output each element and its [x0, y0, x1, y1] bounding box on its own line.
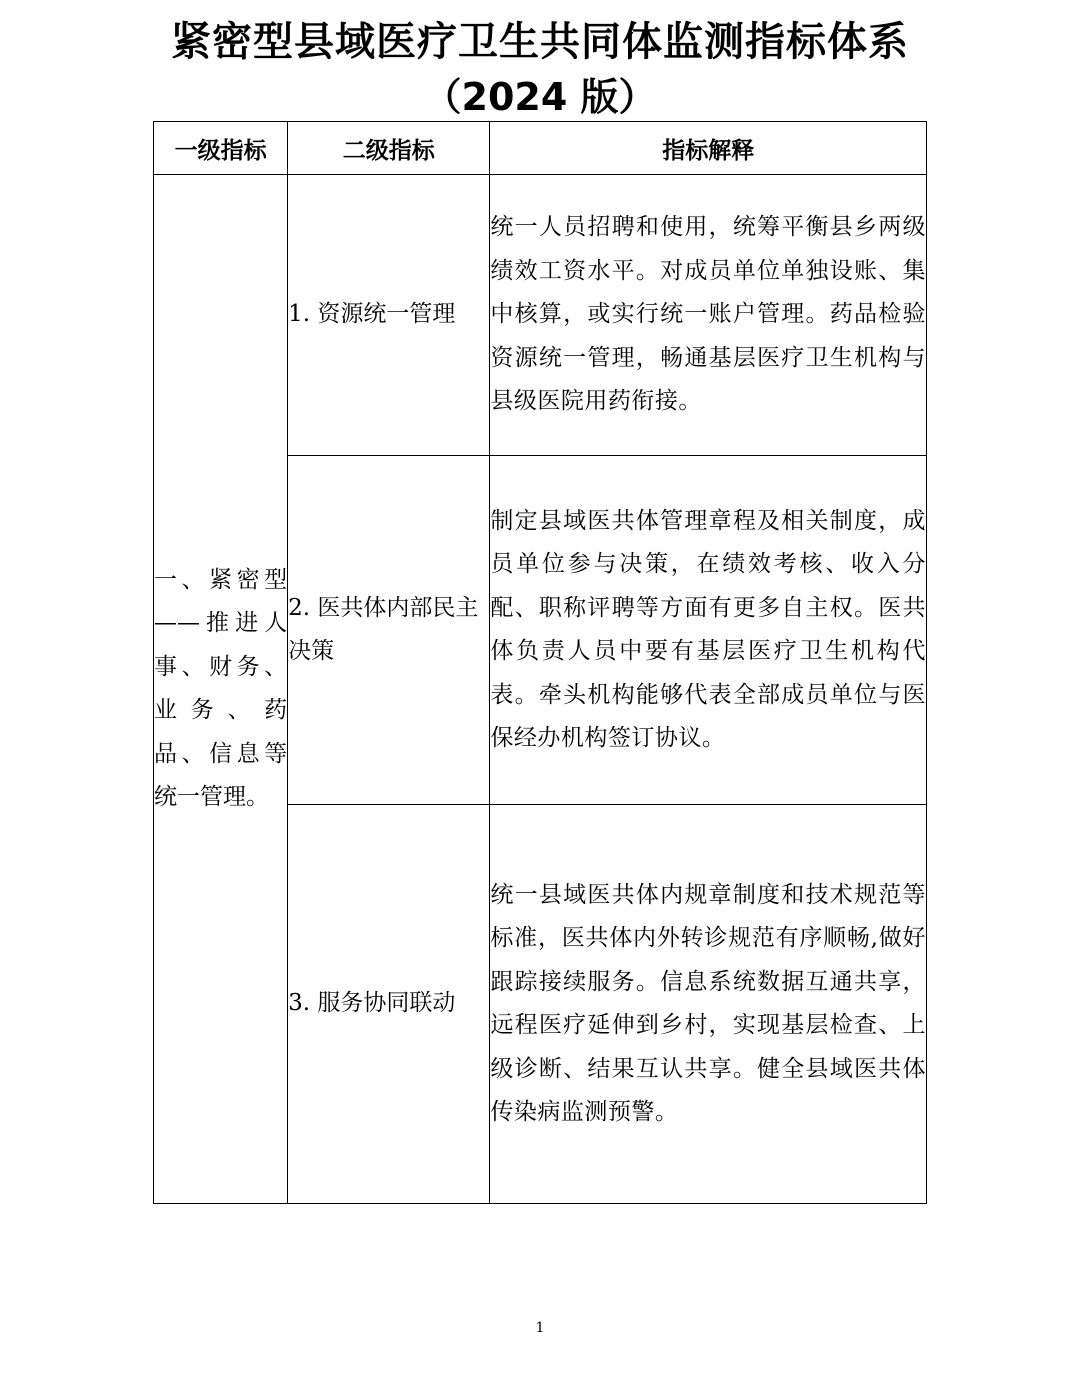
document-edition: （2024 版）	[423, 75, 657, 119]
page-number: 1	[535, 1320, 545, 1336]
document-title: 紧密型县域医疗卫生共同体监测指标体系	[171, 19, 909, 65]
indicator-table	[153, 121, 927, 1204]
level2-indicator: 2. 医共体内部民主决策	[288, 456, 490, 805]
header-explanation: 指标解释	[490, 122, 927, 175]
table-row	[154, 175, 927, 456]
header-level1: 一级指标	[154, 122, 288, 175]
level2-indicator: 1. 资源统一管理	[288, 175, 490, 456]
level2-indicator: 3. 服务协同联动	[288, 805, 490, 1204]
level1-indicator: 一、紧密型——推进人事、财务、业务、药品、信息等统一管理。	[154, 175, 288, 1204]
indicator-explanation: 统一县域医共体内规章制度和技术规范等标准，医共体内外转诊规范有序顺畅,做好跟踪接续服务。信息系统数据互通共享，远程医疗延伸到乡村，实现基层检查、上级诊断、结果互认共享。健全县域医共体传染病监测预警。	[490, 805, 927, 1204]
header-level2: 二级指标	[288, 122, 490, 175]
indicator-explanation: 制定县域医共体管理章程及相关制度，成员单位参与决策，在绩效考核、收入分配、职称评聘等方面有更多自主权。医共体负责人员中要有基层医疗卫生机构代表。牵头机构能够代表全部成员单位与医保经办机构签订协议。	[490, 456, 927, 805]
indicator-explanation: 统一人员招聘和使用，统筹平衡县乡两级绩效工资水平。对成员单位单独设账、集中核算，或实行统一账户管理。药品检验资源统一管理，畅通基层医疗卫生机构与县级医院用药衔接。	[490, 175, 927, 456]
table-header-row	[154, 122, 927, 175]
